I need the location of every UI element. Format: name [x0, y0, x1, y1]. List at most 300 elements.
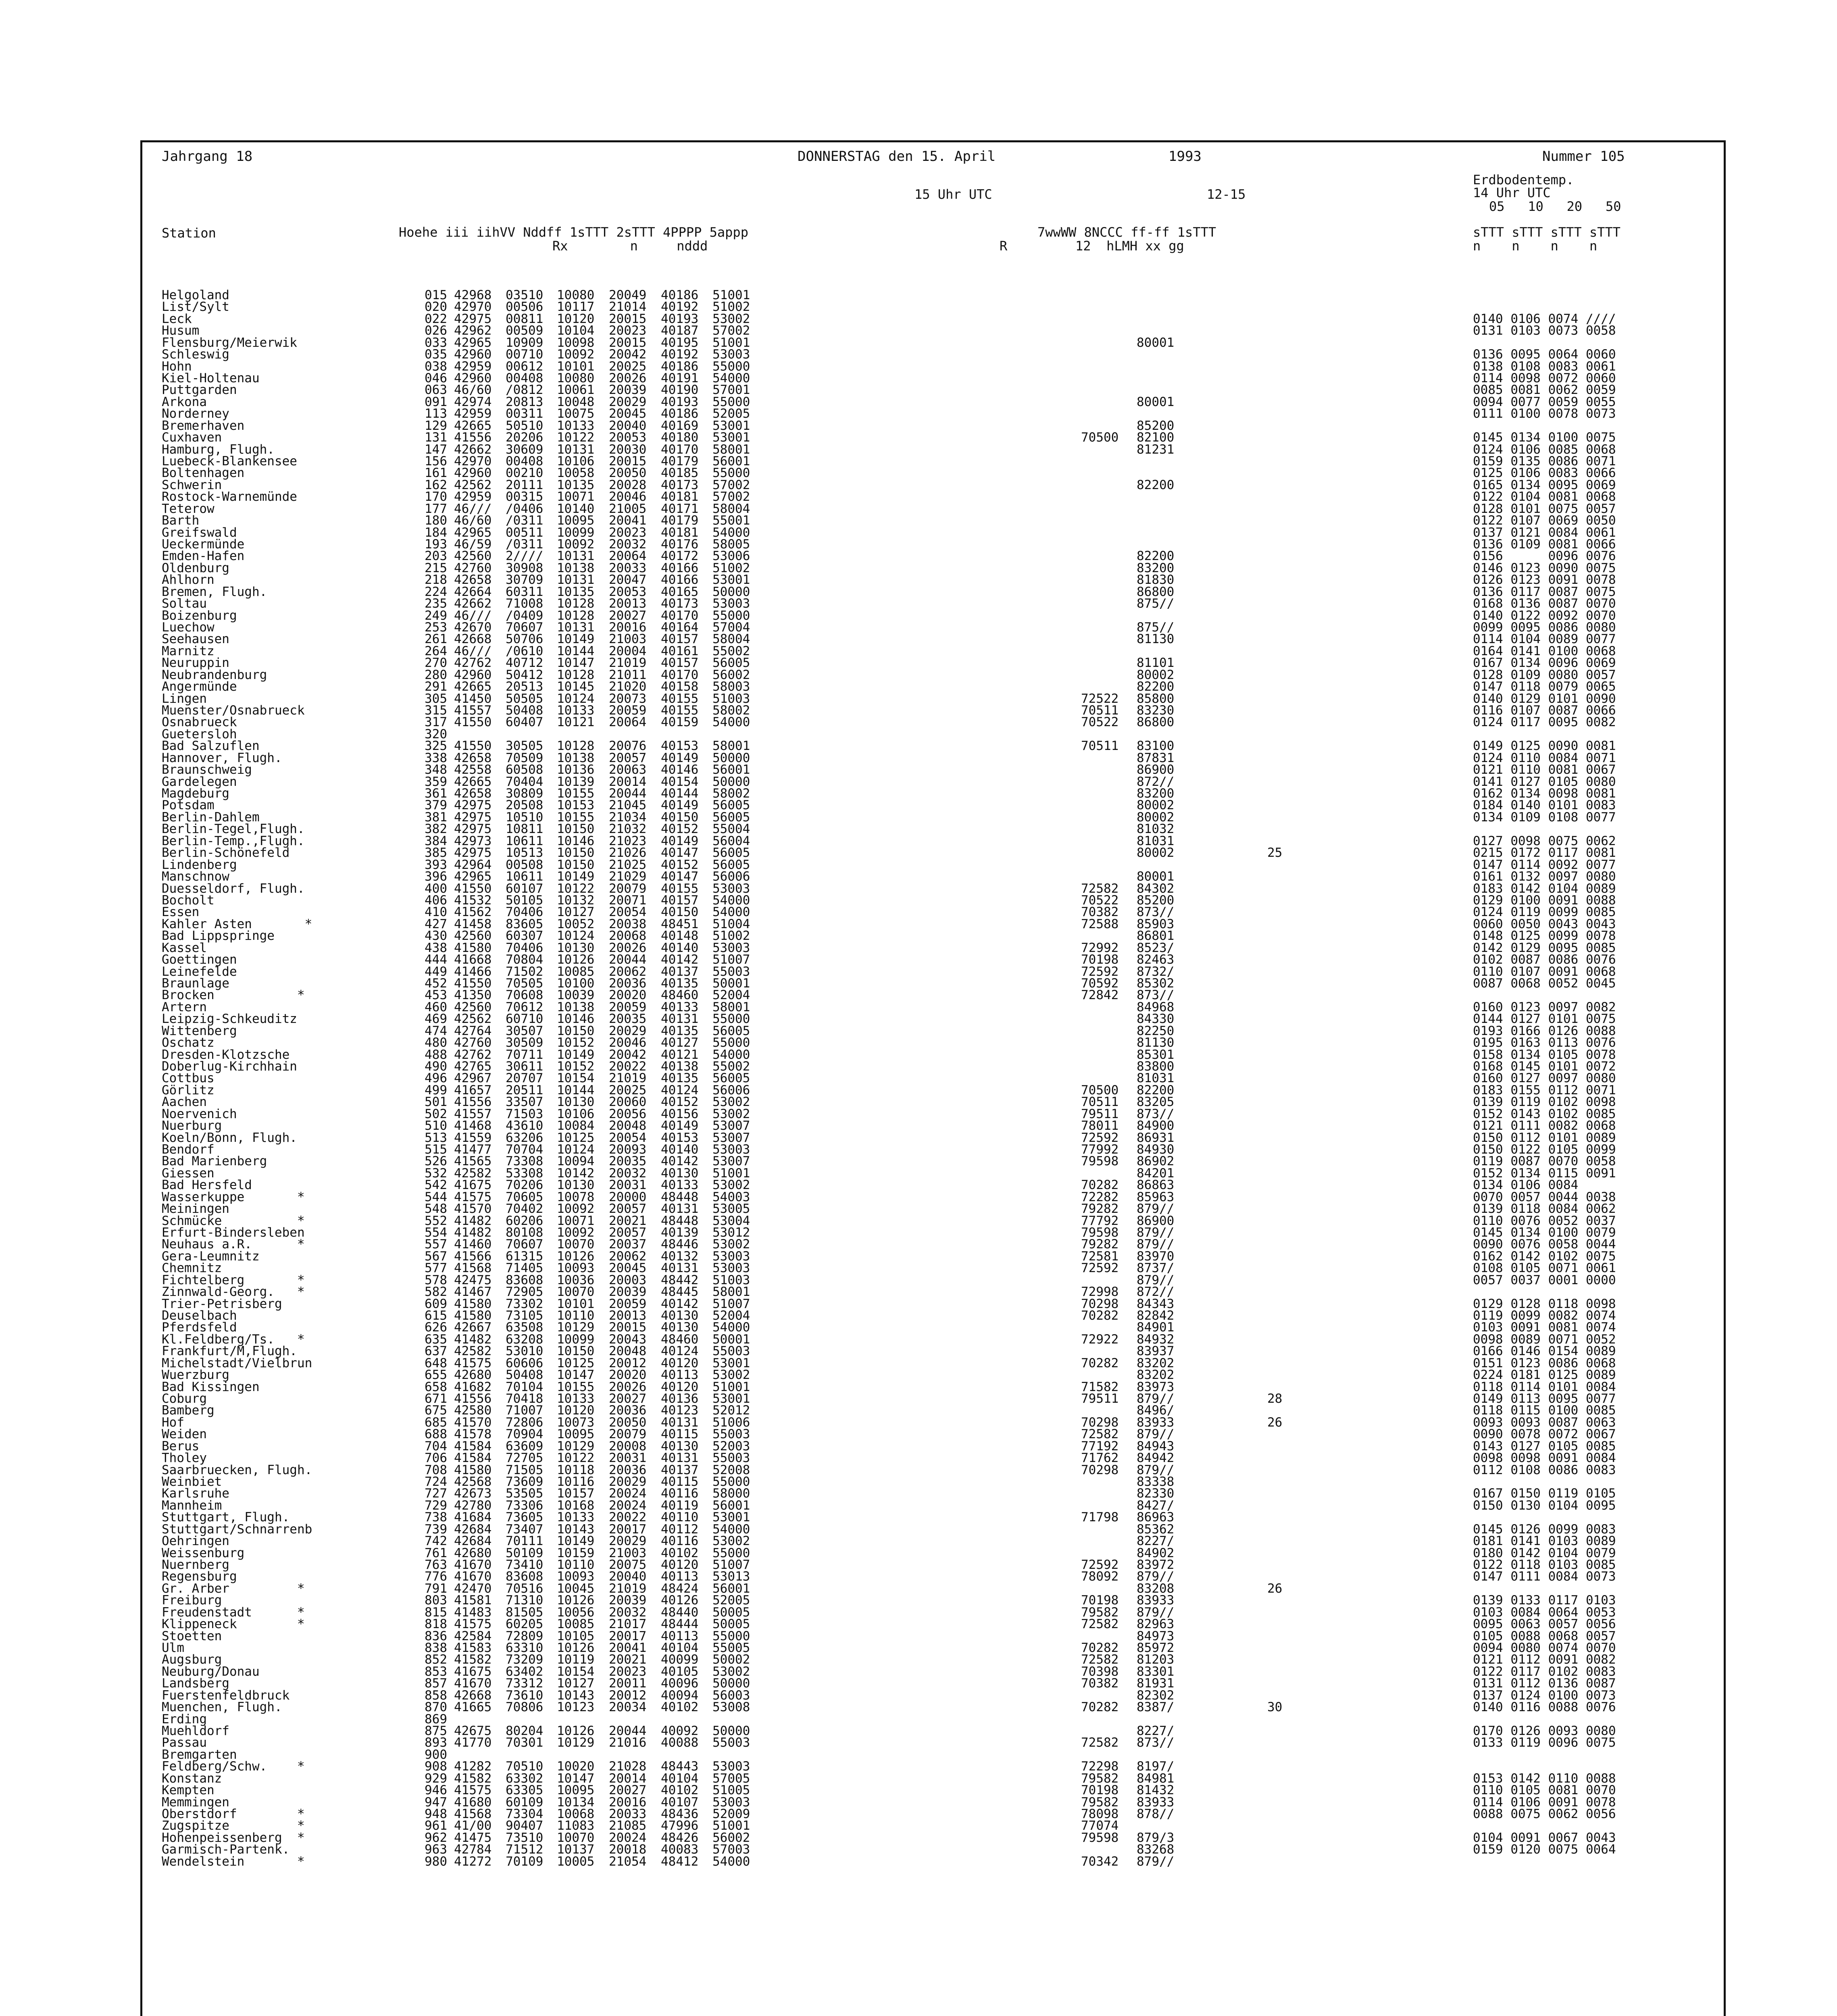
cell-s2: 21003: [609, 1545, 647, 1560]
cell-ihvv: 42959: [454, 359, 492, 374]
cell-nddff: /0812: [506, 383, 544, 398]
cell-p4: 40140: [661, 1142, 699, 1157]
cell-iii: 305: [425, 691, 447, 706]
cell-a5: 53003: [712, 347, 750, 362]
cell-ncc: 879//: [1137, 1202, 1175, 1216]
cell-iii: 635: [425, 1332, 447, 1347]
cell-station: Guetersloh: [162, 727, 237, 741]
cell-ihvv: 41580: [454, 1462, 492, 1477]
cell-station: Nuerburg: [162, 1118, 222, 1133]
cell-p4: 40195: [661, 335, 699, 350]
cell-nddff: 03510: [506, 288, 544, 302]
cell-ihvv: 41350: [454, 988, 492, 1003]
cell-ncc: 84932: [1137, 1332, 1175, 1347]
cell-station: Greifswald: [162, 525, 237, 540]
cell-p4: 40104: [661, 1641, 699, 1656]
cell-s2: 20027: [609, 1391, 647, 1406]
cell-nddff: 70104: [506, 1379, 544, 1394]
cell-s1: 10093: [557, 1261, 595, 1276]
cell-s2: 20047: [609, 573, 647, 587]
cell-s1: 10133: [557, 703, 595, 718]
cell-ihvv: 41550: [454, 976, 492, 991]
cell-nddff: 70406: [506, 940, 544, 955]
cell-ihvv: 41482: [454, 1332, 492, 1347]
cell-a5: 50000: [712, 750, 750, 765]
cell-nddff: 70109: [506, 1854, 544, 1869]
cell-p4: 48446: [661, 1237, 699, 1252]
cell-s1: 10136: [557, 762, 595, 777]
cell-s1: 10124: [557, 929, 595, 943]
cell-nddff: 30908: [506, 560, 544, 575]
cell-s2: 20021: [609, 1652, 647, 1667]
cell-a5: 52004: [712, 988, 750, 1003]
cell-s2: 20046: [609, 489, 647, 504]
cell-ncc: 875//: [1137, 620, 1175, 635]
cell-iii: 449: [425, 964, 447, 979]
cell-station: Bad Lippspringe: [162, 929, 275, 943]
cell-station: Schwerin: [162, 477, 222, 492]
cell-p4: 40153: [661, 1130, 699, 1145]
cell-iii: 582: [425, 1285, 447, 1300]
cell-ww: 72582: [1081, 1617, 1119, 1632]
cell-ncc: 8387/: [1137, 1700, 1175, 1715]
cell-p4: 40096: [661, 1676, 699, 1691]
cell-soil: 0090 0076 0058 0044: [1473, 1237, 1616, 1252]
cell-station: Norderney: [162, 406, 229, 421]
cell-s1: 10127: [557, 1676, 595, 1691]
cell-nddff: 70301: [506, 1735, 544, 1750]
cell-p4: 48444: [661, 1617, 699, 1632]
cell-s1: 10092: [557, 537, 595, 552]
cell-ihvv: 41584: [454, 1451, 492, 1466]
cell-ncc: 82463: [1137, 952, 1175, 967]
cell-ncc: 83338: [1137, 1475, 1175, 1489]
cell-station: Kassel: [162, 940, 207, 955]
cell-station: Hof: [162, 1415, 184, 1430]
cell-a5: 55002: [712, 644, 750, 658]
cell-p4: 40102: [661, 1783, 699, 1798]
cell-ncc: 83973: [1137, 1379, 1175, 1394]
cell-ncc: 84330: [1137, 1012, 1175, 1027]
cell-s2: 20017: [609, 1522, 647, 1537]
cell-a5: 57005: [712, 1771, 750, 1786]
cell-s1: 10150: [557, 857, 595, 872]
cell-nddff: 73209: [506, 1652, 544, 1667]
cell-s1: 10061: [557, 383, 595, 398]
cell-ncc: 83200: [1137, 786, 1175, 801]
cell-ncc: 84943: [1137, 1439, 1175, 1454]
cell-ncc: 80001: [1137, 335, 1175, 350]
cell-nddff: 71512: [506, 1842, 544, 1857]
cell-s1: 10093: [557, 1569, 595, 1584]
cell-ncc: 879//: [1137, 1462, 1175, 1477]
cell-station: Muenster/Osnabrueck: [162, 703, 305, 718]
cell-ihvv: 42680: [454, 1368, 492, 1383]
cell-station: Muenchen, Flugh.: [162, 1700, 282, 1715]
code-header-1: Hoehe iii iihVV Nddff 1sTTT 2sTTT 4PPPP 5appp: [399, 225, 748, 240]
cell-p4: 48443: [661, 1759, 699, 1774]
cell-iii: 858: [425, 1688, 447, 1703]
cell-s2: 20039: [609, 1285, 647, 1300]
cell-a5: 53002: [712, 311, 750, 326]
cell-nddff: 53505: [506, 1486, 544, 1501]
cell-ncc: 82100: [1137, 430, 1175, 445]
cell-ncc: 86902: [1137, 1154, 1175, 1169]
cell-p4: 40142: [661, 1296, 699, 1311]
cell-soil: 0141 0127 0105 0080: [1473, 774, 1616, 789]
cell-ww: 79598: [1081, 1225, 1119, 1240]
cell-nddff: 73304: [506, 1807, 544, 1822]
cell-s1: 10154: [557, 1664, 595, 1679]
cell-ff: 25: [1267, 846, 1283, 860]
cell-s1: 10135: [557, 477, 595, 492]
cell-s1: 10085: [557, 964, 595, 979]
cell-nddff: 30509: [506, 1035, 544, 1050]
cell-p4: 40155: [661, 703, 699, 718]
cell-iii: 532: [425, 1166, 447, 1181]
cell-station: Mannheim: [162, 1498, 222, 1513]
cell-s2: 20031: [609, 1451, 647, 1466]
cell-nddff: 83608: [506, 1569, 544, 1584]
cell-s2: 21023: [609, 833, 647, 848]
cell-nddff: 60710: [506, 1012, 544, 1027]
cell-ihvv: 46///: [454, 501, 492, 516]
cell-soil: 0093 0093 0087 0063: [1473, 1415, 1616, 1430]
cell-s2: 21026: [609, 846, 647, 860]
cell-s1: 10155: [557, 1379, 595, 1394]
cell-iii: 727: [425, 1486, 447, 1501]
cell-p4: 40115: [661, 1475, 699, 1489]
cell-nddff: 20206: [506, 430, 544, 445]
cell-ncc: 80002: [1137, 798, 1175, 813]
cell-ww: 72582: [1081, 1427, 1119, 1442]
cell-ww: 72582: [1081, 881, 1119, 896]
cell-station: Leck: [162, 311, 192, 326]
cell-a5: 51002: [712, 560, 750, 575]
cell-a5: 54000: [712, 1320, 750, 1335]
cell-p4: 40121: [661, 1047, 699, 1062]
cell-s1: 10159: [557, 1545, 595, 1560]
cell-s2: 20079: [609, 1427, 647, 1442]
cell-soil: 0160 0123 0097 0082: [1473, 1000, 1616, 1014]
cell-s2: 21032: [609, 822, 647, 837]
cell-iii: 348: [425, 762, 447, 777]
cell-s2: 20036: [609, 1403, 647, 1418]
cell-ncc: 85903: [1137, 916, 1175, 931]
cell-soil: 0131 0112 0136 0087: [1473, 1676, 1616, 1691]
cell-s1: 10095: [557, 1427, 595, 1442]
cell-a5: 57002: [712, 477, 750, 492]
cell-soil: 0215 0172 0117 0081: [1473, 846, 1616, 860]
cell-s2: 20023: [609, 1664, 647, 1679]
cell-p4: 40176: [661, 537, 699, 552]
cell-s1: 10129: [557, 1320, 595, 1335]
cell-soil: 0087 0068 0052 0045: [1473, 976, 1616, 991]
cell-ww: 70398: [1081, 1664, 1119, 1679]
cell-s2: 21028: [609, 1759, 647, 1774]
cell-soil: 0124 0106 0085 0068: [1473, 442, 1616, 457]
cell-nddff: 70509: [506, 750, 544, 765]
cell-p4: 40102: [661, 1700, 699, 1715]
cell-p4: 40181: [661, 489, 699, 504]
cell-soil: 0088 0075 0062 0056: [1473, 1807, 1616, 1822]
cell-ncc: 84201: [1137, 1166, 1175, 1181]
cell-s1: 10134: [557, 1795, 595, 1810]
cell-iii: 113: [425, 406, 447, 421]
cell-ihvv: 41675: [454, 1664, 492, 1679]
cell-soil: 0110 0107 0091 0068: [1473, 964, 1616, 979]
cell-p4: 40148: [661, 929, 699, 943]
cell-s1: 10125: [557, 1356, 595, 1370]
cell-soil: 0164 0141 0100 0068: [1473, 644, 1616, 658]
cell-ww: 72582: [1081, 1652, 1119, 1667]
cell-p4: 40149: [661, 750, 699, 765]
cell-nddff: 63206: [506, 1130, 544, 1145]
cell-station: Soltau: [162, 596, 207, 611]
cell-station: Michelstadt/Vielbrun: [162, 1356, 312, 1370]
cell-s2: 20048: [609, 1118, 647, 1133]
cell-a5: 55000: [712, 608, 750, 623]
cell-a5: 51004: [712, 916, 750, 931]
cell-a5: 58004: [712, 632, 750, 647]
cell-ihvv: 42668: [454, 1688, 492, 1703]
cell-ff: 30: [1267, 1700, 1283, 1715]
cell-nddff: 00311: [506, 406, 544, 421]
cell-s1: 10130: [557, 1095, 595, 1110]
cell-p4: 40137: [661, 1462, 699, 1477]
cell-ncc: 86900: [1137, 762, 1175, 777]
cell-nddff: 80204: [506, 1724, 544, 1739]
cell-s2: 20012: [609, 1688, 647, 1703]
cell-station: Kahler Asten *: [162, 916, 312, 931]
code-header-1b: 7wwWW 8NCCC ff-ff 1sTTT: [1037, 225, 1216, 240]
cell-iii: 626: [425, 1320, 447, 1335]
cell-ihvv: 46/60: [454, 513, 492, 528]
cell-ihvv: 42658: [454, 750, 492, 765]
cell-ncc: 8496/: [1137, 1403, 1175, 1418]
cell-soil: 0167 0150 0119 0105: [1473, 1486, 1616, 1501]
cell-iii: 480: [425, 1035, 447, 1050]
cell-nddff: 50109: [506, 1545, 544, 1560]
uhr15-label: 15 Uhr UTC: [914, 187, 992, 202]
cell-ncc: 873//: [1137, 1106, 1175, 1121]
cell-s2: 20048: [609, 1344, 647, 1359]
cell-nddff: 2////: [506, 549, 544, 564]
cell-p4: 40116: [661, 1534, 699, 1549]
cell-s2: 20024: [609, 1486, 647, 1501]
cell-a5: 53007: [712, 1130, 750, 1145]
cell-ncc: 83230: [1137, 703, 1175, 718]
cell-ww: 72522: [1081, 691, 1119, 706]
cell-ihvv: 42784: [454, 1842, 492, 1857]
cell-ww: 79582: [1081, 1605, 1119, 1620]
cell-a5: 56005: [712, 656, 750, 671]
cell-ncc: 83933: [1137, 1415, 1175, 1430]
cell-ihvv: 41580: [454, 940, 492, 955]
cell-station: Bremgarten: [162, 1747, 237, 1762]
cell-ihvv: 42562: [454, 477, 492, 492]
cell-nddff: 60109: [506, 1795, 544, 1810]
cell-soil: 0122 0107 0069 0050: [1473, 513, 1616, 528]
cell-nddff: 71503: [506, 1106, 544, 1121]
cell-a5: 58005: [712, 537, 750, 552]
cell-iii: 803: [425, 1593, 447, 1608]
cell-p4: 48460: [661, 988, 699, 1003]
cell-a5: 56001: [712, 454, 750, 469]
cell-ncc: 80001: [1137, 394, 1175, 409]
cell-s2: 20004: [609, 644, 647, 658]
cell-s1: 10121: [557, 715, 595, 730]
cell-station: Aachen: [162, 1095, 207, 1110]
cell-ihvv: 41575: [454, 1783, 492, 1798]
cell-soil: 0159 0135 0086 0071: [1473, 454, 1616, 469]
cell-p4: 40147: [661, 869, 699, 884]
cell-ncc: 879//: [1137, 1225, 1175, 1240]
cell-station: Magdeburg: [162, 786, 229, 801]
cell-s1: 10152: [557, 1035, 595, 1050]
cell-ww: 79282: [1081, 1202, 1119, 1216]
cell-iii: 852: [425, 1652, 447, 1667]
cell-a5: 50005: [712, 1617, 750, 1632]
cell-nddff: 30505: [506, 739, 544, 754]
cell-iii: 315: [425, 703, 447, 718]
cell-a5: 53002: [712, 1178, 750, 1193]
cell-soil: 0145 0126 0099 0083: [1473, 1522, 1616, 1537]
cell-a5: 53003: [712, 1142, 750, 1157]
cell-s2: 21019: [609, 1581, 647, 1596]
cell-ww: 77192: [1081, 1439, 1119, 1454]
cell-s1: 10146: [557, 1012, 595, 1027]
cell-s2: 20068: [609, 929, 647, 943]
cell-a5: 53003: [712, 1249, 750, 1264]
cell-p4: 40166: [661, 560, 699, 575]
cell-p4: 40155: [661, 881, 699, 896]
cell-s1: 10149: [557, 869, 595, 884]
cell-ncc: 83202: [1137, 1356, 1175, 1370]
cell-s2: 20040: [609, 1569, 647, 1584]
cell-a5: 57002: [712, 489, 750, 504]
cell-p4: 40137: [661, 964, 699, 979]
cell-station: Stoetten: [162, 1629, 222, 1643]
cell-s2: 20042: [609, 1047, 647, 1062]
cell-s2: 20026: [609, 371, 647, 385]
cell-s2: 20030: [609, 442, 647, 457]
cell-station: Oberstdorf *: [162, 1807, 305, 1822]
cell-ncc: 879//: [1137, 1569, 1175, 1584]
cell-s2: 21034: [609, 810, 647, 825]
cell-ww: 70522: [1081, 715, 1119, 730]
cell-nddff: 70612: [506, 1000, 544, 1014]
cell-p4: 40193: [661, 394, 699, 409]
cell-nddff: 71008: [506, 596, 544, 611]
cell-station: Kempten: [162, 1783, 215, 1798]
cell-ncc: 86863: [1137, 1178, 1175, 1193]
cell-soil: 0136 0117 0087 0075: [1473, 584, 1616, 599]
cell-ihvv: 41477: [454, 1142, 492, 1157]
cell-ihvv: 41532: [454, 893, 492, 908]
cell-s2: 20037: [609, 1237, 647, 1252]
cell-iii: 499: [425, 1083, 447, 1098]
cell-nddff: 53010: [506, 1344, 544, 1359]
cell-ncc: 872//: [1137, 774, 1175, 789]
cell-s1: 10125: [557, 1130, 595, 1145]
cell-ncc: 85800: [1137, 691, 1175, 706]
cell-s2: 20044: [609, 1724, 647, 1739]
cell-ncc: 81203: [1137, 1652, 1175, 1667]
cell-soil: 0162 0134 0098 0081: [1473, 786, 1616, 801]
cell-ww: 78098: [1081, 1807, 1119, 1822]
cell-station: Berlin-Temp.,Flugh.: [162, 833, 305, 848]
cell-nddff: /0610: [506, 644, 544, 658]
cell-ff: 26: [1267, 1581, 1283, 1596]
cell-ihvv: 41568: [454, 1807, 492, 1822]
cell-station: Wuerzburg: [162, 1368, 229, 1383]
cell-station: Weinbiet: [162, 1475, 222, 1489]
cell-iii: 382: [425, 822, 447, 837]
cell-ww: 78011: [1081, 1118, 1119, 1133]
cell-s2: 20013: [609, 1308, 647, 1323]
cell-soil: 0124 0110 0084 0071: [1473, 750, 1616, 765]
cell-nddff: 50505: [506, 691, 544, 706]
cell-ww: 70298: [1081, 1415, 1119, 1430]
cell-s1: 10144: [557, 644, 595, 658]
cell-a5: 52003: [712, 1439, 750, 1454]
cell-ihvv: 41680: [454, 1795, 492, 1810]
cell-soil: 0142 0129 0095 0085: [1473, 940, 1616, 955]
cell-ncc: 83301: [1137, 1664, 1175, 1679]
cell-iii: 615: [425, 1308, 447, 1323]
cell-s2: 20013: [609, 596, 647, 611]
cell-ww: 77074: [1081, 1818, 1119, 1833]
cell-s2: 21019: [609, 656, 647, 671]
cell-ncc: 85972: [1137, 1641, 1175, 1656]
cell-soil: 0090 0078 0072 0067: [1473, 1427, 1616, 1442]
cell-iii: 763: [425, 1558, 447, 1572]
cell-iii: 838: [425, 1641, 447, 1656]
cell-ihvv: 41670: [454, 1569, 492, 1584]
cell-ww: 70500: [1081, 430, 1119, 445]
cell-p4: 40187: [661, 323, 699, 338]
cell-nddff: 70404: [506, 774, 544, 789]
cell-ihvv: 42668: [454, 632, 492, 647]
cell-station: Seehausen: [162, 632, 229, 647]
cell-soil: 0118 0115 0100 0085: [1473, 1403, 1616, 1418]
cell-station: Osnabrueck: [162, 715, 237, 730]
cell-s1: 10132: [557, 893, 595, 908]
cell-ncc: 85200: [1137, 418, 1175, 433]
cell-station: Gardelegen: [162, 774, 237, 789]
cell-ihvv: 41467: [454, 1285, 492, 1300]
cell-a5: 55000: [712, 466, 750, 481]
cell-p4: 40172: [661, 549, 699, 564]
cell-ncc: 86900: [1137, 1213, 1175, 1228]
cell-p4: 40136: [661, 1391, 699, 1406]
cell-s2: 21029: [609, 869, 647, 884]
cell-ihvv: 42959: [454, 489, 492, 504]
cell-soil: 0122 0104 0081 0068: [1473, 489, 1616, 504]
cell-ihvv: 42780: [454, 1498, 492, 1513]
cell-s2: 20064: [609, 549, 647, 564]
cell-s2: 20063: [609, 762, 647, 777]
cell-iii: 870: [425, 1700, 447, 1715]
cell-iii: 469: [425, 1012, 447, 1027]
cell-iii: 381: [425, 810, 447, 825]
cell-station: Luebeck-Blankensee: [162, 454, 297, 469]
cell-a5: 53003: [712, 1759, 750, 1774]
cell-nddff: 60311: [506, 584, 544, 599]
cell-ww: 72992: [1081, 940, 1119, 955]
cell-soil: 0159 0120 0075 0064: [1473, 1842, 1616, 1857]
